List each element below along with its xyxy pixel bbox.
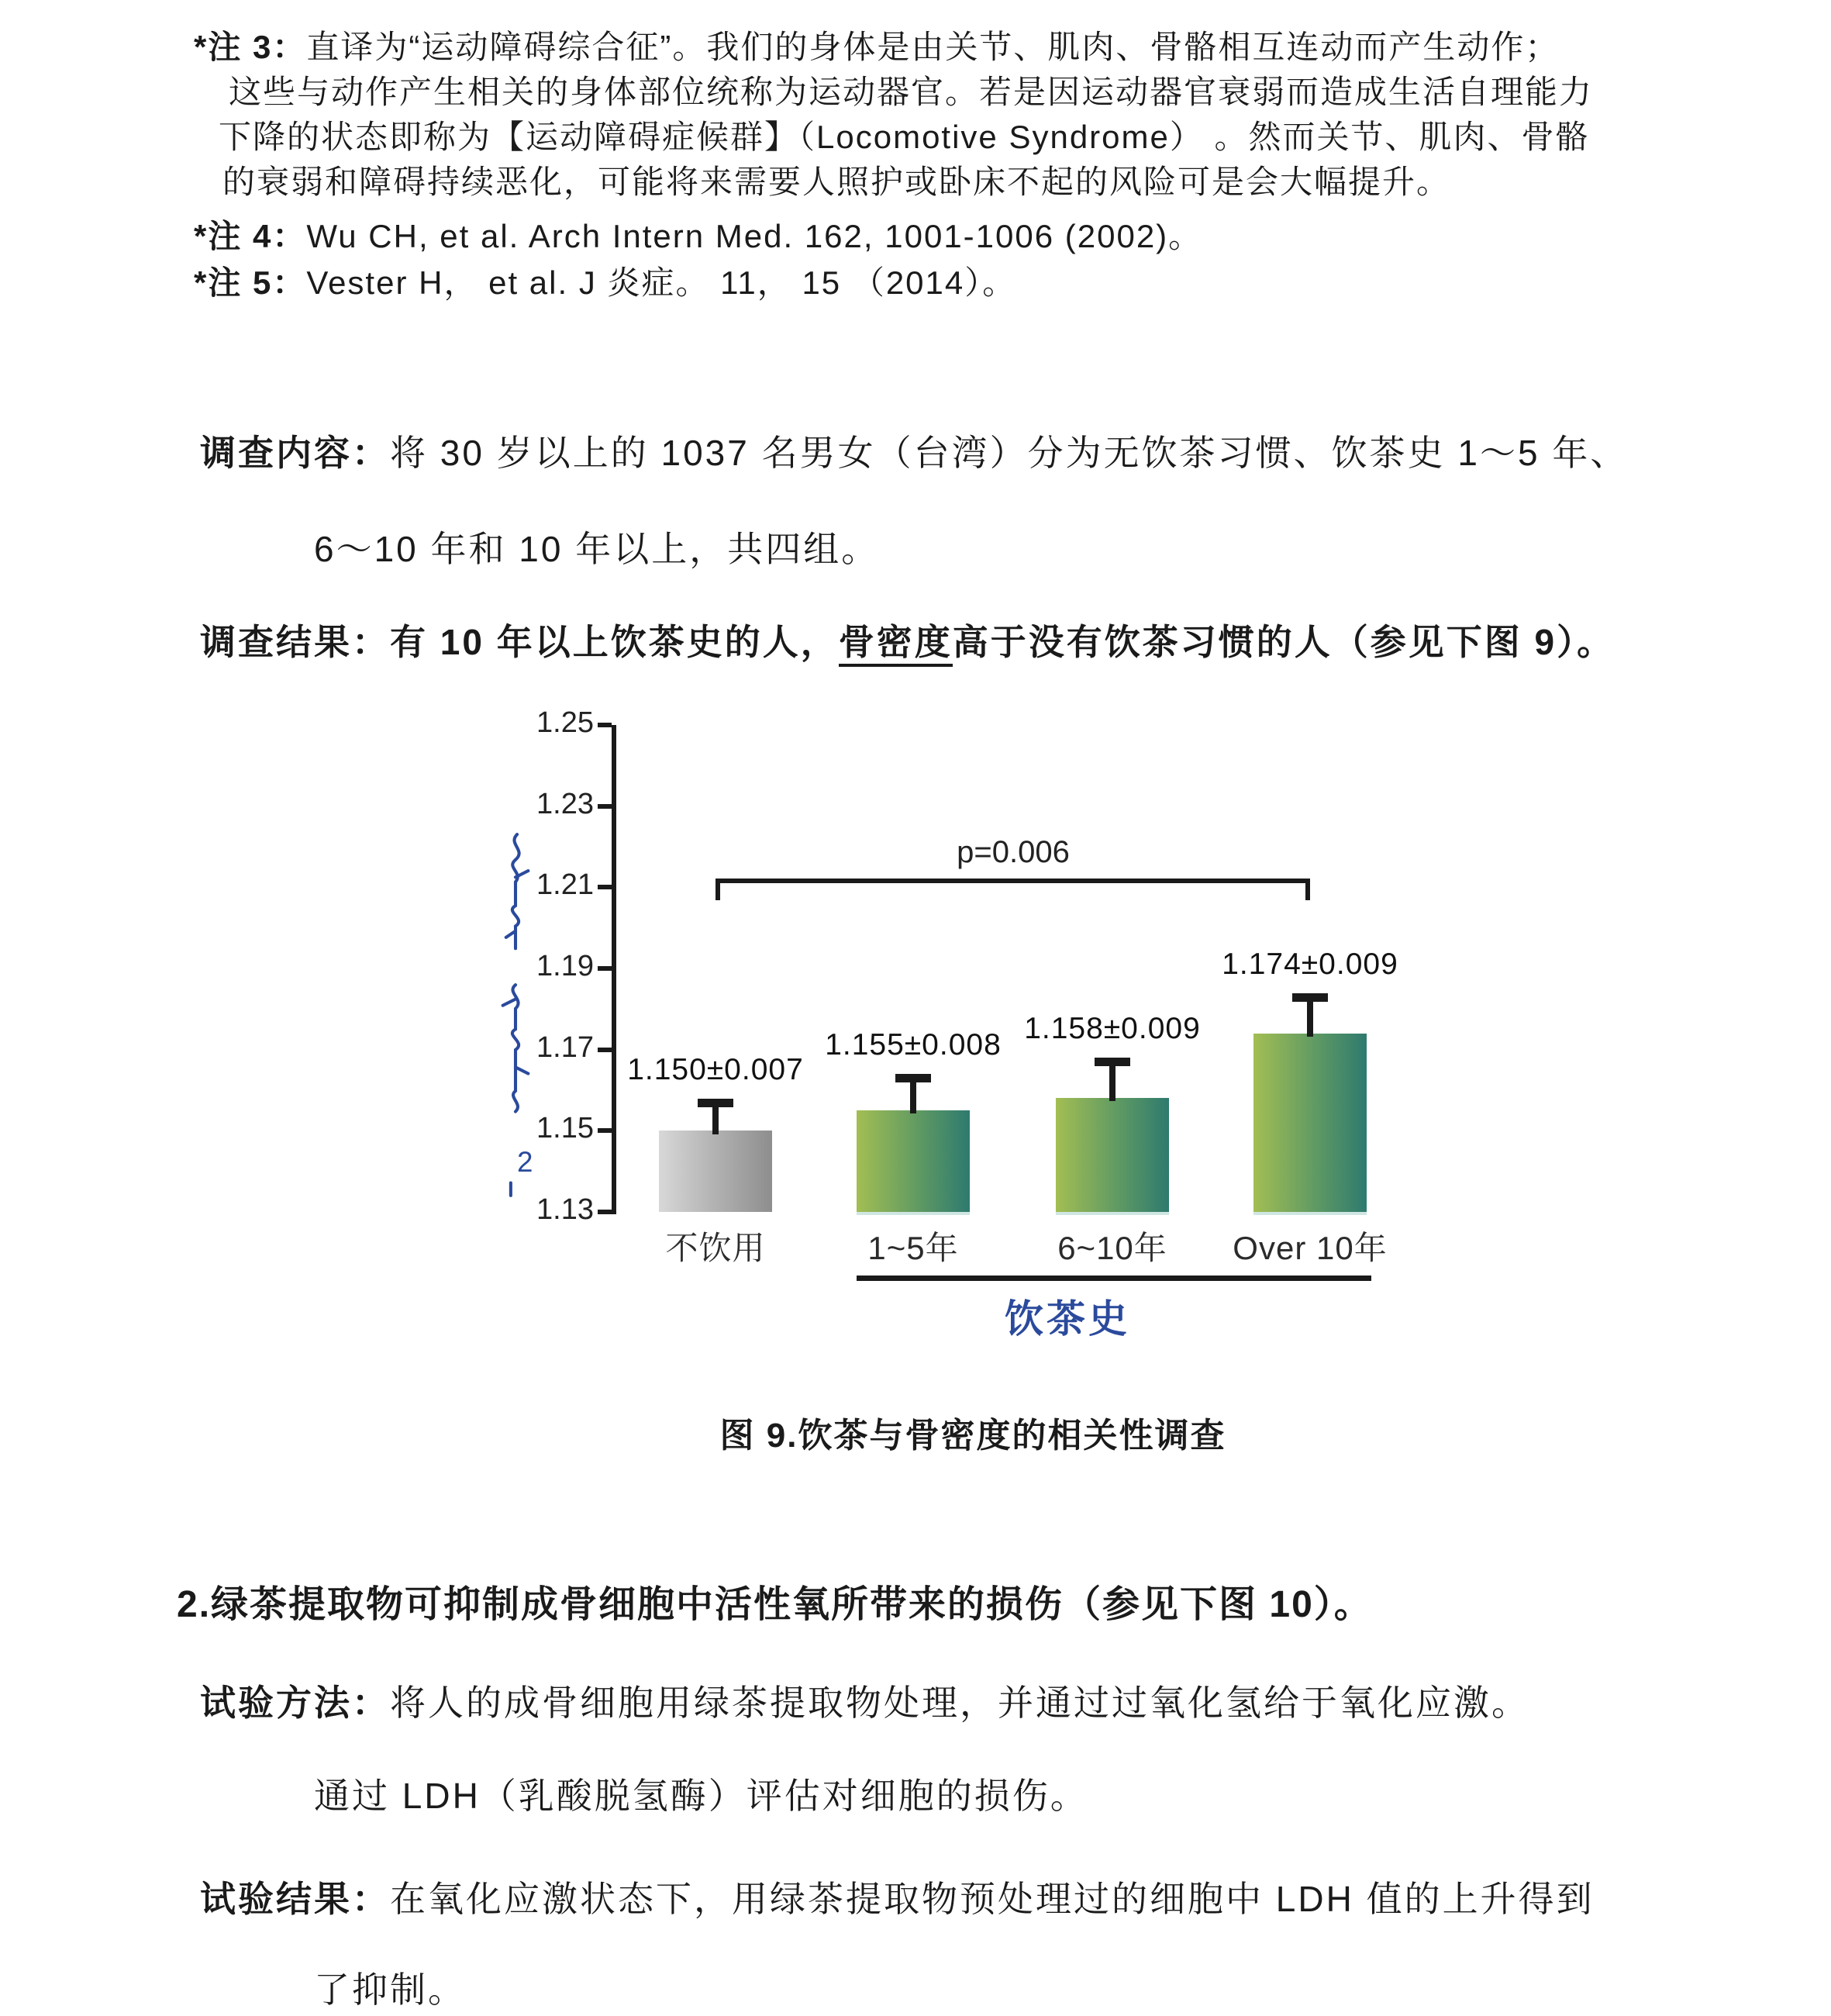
bar-1~5年 — [857, 1110, 970, 1212]
survey-content-line-1 — [200, 425, 1628, 476]
x-category-label: Over 10年 — [1233, 1230, 1388, 1266]
y-axis-line — [612, 725, 616, 1214]
y-axis-tick — [598, 804, 612, 809]
note-3-label: *注 3： — [194, 29, 307, 65]
note-3-line-3: 下降的状态即称为【运动障碍症候群】（Locomotive Syndrome） 。然而关节、肌肉、骨骼 — [219, 119, 1590, 155]
bar-value-label: 1.158±0.009 — [1024, 1012, 1201, 1045]
result-line-1 — [200, 1871, 1595, 1922]
note-4-text: Wu CH, et al. Arch Intern Med. 162, 1001-1006 (2002)。 — [306, 218, 1203, 254]
survey-content-label: 调查内容： — [200, 433, 390, 473]
error-bar-cap — [698, 1099, 733, 1107]
survey-result-pre: 有 10 年以上饮茶史的人， — [390, 622, 839, 662]
significance-bracket-line — [716, 879, 1310, 883]
significance-bracket-right — [1305, 879, 1310, 900]
significance-bracket-left — [716, 879, 720, 900]
survey-result-underlined-term: 骨密度 — [839, 622, 953, 667]
survey-result-line — [200, 614, 1615, 665]
error-bar-cap — [1095, 1058, 1130, 1066]
error-bar-line — [1109, 1062, 1115, 1101]
survey-content-text-1: 将 30 岁以上的 1037 名男女（台湾）分为无饮茶习惯、饮茶史 1～5 年、 — [390, 433, 1629, 473]
x-category-label: 6~10年 — [1057, 1230, 1167, 1266]
figure-9-caption: 图 9.饮茶与骨密度的相关性调查 — [719, 1417, 1226, 1455]
note-4-label: *注 4： — [194, 218, 307, 254]
y-axis-tick — [598, 723, 612, 727]
y-axis-tick — [598, 1210, 612, 1214]
y-axis-tick-label: 1.21 — [536, 868, 594, 901]
y-axis-label-superscript: 2 — [517, 1146, 533, 1179]
x-axis-title: 饮茶史 — [1005, 1297, 1130, 1341]
y-axis-tick — [598, 885, 612, 889]
method-line-2: 通过 LDH（乳酸脱氢酶）评估对细胞的损伤。 — [314, 1776, 1088, 1816]
error-bar-line — [712, 1103, 719, 1134]
result-line-2: 了抑制。 — [314, 1969, 466, 2010]
p-value-label: p=0.006 — [957, 835, 1070, 869]
section-2-heading: 2.绿茶提取物可抑制成骨细胞中活性氧所带来的损伤（参见下图 10）。 — [177, 1584, 1373, 1625]
method-text-1: 将人的成骨细胞用绿茶提取物处理，并通过过氧化氢给于氧化应激。 — [390, 1683, 1529, 1723]
bar-value-label: 1.150±0.007 — [627, 1053, 804, 1086]
bar-6~10年 — [1056, 1098, 1169, 1212]
tea-groups-underline — [857, 1276, 1371, 1281]
survey-result-label: 调查结果： — [200, 622, 390, 662]
bar-Over 10年 — [1253, 1034, 1367, 1212]
survey-result-post: 高于没有饮茶习惯的人（参见下图 9）。 — [952, 622, 1615, 662]
error-bar-cap — [895, 1074, 931, 1082]
y-axis-tick — [598, 1128, 612, 1133]
note-5-label: *注 5： — [194, 264, 307, 301]
bar-value-label: 1.174±0.009 — [1222, 948, 1398, 981]
note-4-line — [194, 211, 1202, 257]
x-category-label: 1~5年 — [867, 1230, 959, 1266]
y-axis-tick — [598, 1048, 612, 1052]
x-category-label: 不饮用 — [665, 1230, 766, 1266]
y-axis-tick-label: 1.15 — [536, 1112, 594, 1144]
method-label: 试验方法： — [200, 1683, 390, 1723]
note-3-text-1: 直译为“运动障碍综合征”。我们的身体是由关节、肌肉、骨骼相互连动而产生动作； — [306, 29, 1560, 65]
note-3-line-1 — [194, 22, 1559, 68]
bar-value-label: 1.155±0.008 — [825, 1028, 1002, 1062]
y-axis-tick-label: 1.19 — [536, 950, 594, 982]
error-bar-cap — [1292, 993, 1328, 1002]
y-axis-tick — [598, 966, 612, 971]
bar-不饮用 — [659, 1131, 772, 1212]
note-5-line — [194, 257, 1016, 304]
result-label: 试验结果： — [200, 1879, 390, 1919]
note-3-line-2: 这些与动作产生相关的身体部位统称为运动器官。若是因运动器官衰弱而造成生活自理能力 — [229, 74, 1594, 110]
y-axis-tick-label: 1.17 — [536, 1031, 594, 1064]
note-3-line-4: 的衰弱和障碍持续恶化，可能将来需要人照护或卧床不起的风险可是会大幅提升。 — [222, 164, 1451, 200]
bone-density-bar-chart — [481, 706, 1457, 1361]
y-axis-tick-label: 1.23 — [536, 788, 594, 820]
result-text-1: 在氧化应激状态下，用绿茶提取物预处理过的细胞中 LDH 值的上升得到 — [390, 1879, 1595, 1919]
y-axis-tick-label: 1.13 — [536, 1193, 594, 1226]
y-axis-tick-label: 1.25 — [536, 706, 594, 739]
note-5-text: Vester H， et al. J 炎症。 11， 15 （2014）。 — [306, 264, 1017, 301]
survey-content-line-2: 6～10 年和 10 年以上，共四组。 — [314, 529, 880, 569]
method-line-1 — [200, 1675, 1529, 1726]
error-bar-line — [910, 1078, 916, 1113]
error-bar-line — [1307, 997, 1313, 1037]
